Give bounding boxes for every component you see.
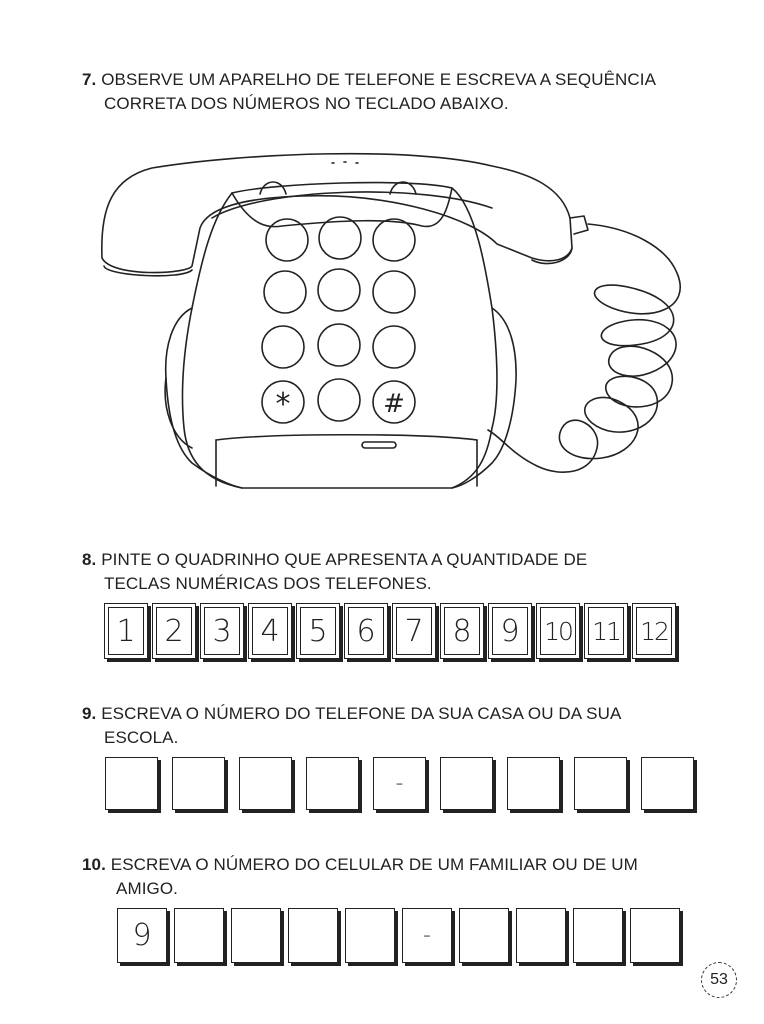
digit-box[interactable] (231, 908, 281, 963)
option-box[interactable]: 7 (392, 603, 436, 659)
question-10 (82, 853, 638, 901)
telephone-illustration (92, 148, 702, 528)
digit-box[interactable] (345, 908, 395, 963)
keypad-key-hash: # (383, 389, 405, 419)
question-10-text-2: AMIGO. (116, 879, 178, 898)
option-box[interactable]: 2 (152, 603, 196, 659)
keypad-labels (276, 387, 405, 422)
digit-box[interactable] (574, 757, 627, 810)
question-9-text-1: ESCREVA O NÚMERO DO TELEFONE DA SUA CASA OU DA SUA (101, 704, 622, 723)
option-box[interactable]: 3 (200, 603, 244, 659)
digit-box[interactable] (174, 908, 224, 963)
question-8-text-1: PINTE O QUADRINHO QUE APRESENTA A QUANTIDADE DE (101, 550, 588, 569)
digit-box: 9 (117, 908, 167, 963)
question-10-number: 10. (82, 855, 106, 874)
dash-box: - (373, 757, 426, 810)
option-box[interactable]: 10 (536, 603, 580, 659)
option-box[interactable]: 9 (488, 603, 532, 659)
digit-box[interactable] (459, 908, 509, 963)
keypad-key-star: * (275, 387, 291, 422)
question-7-text-2: CORRETA DOS NÚMEROS NO TECLADO ABAIXO. (104, 94, 509, 113)
dash-box: - (402, 908, 452, 963)
question-9 (82, 702, 621, 750)
digit-box[interactable] (440, 757, 493, 810)
question-7-number: 7. (82, 70, 97, 89)
digit-box[interactable] (172, 757, 225, 810)
option-box[interactable]: 4 (248, 603, 292, 659)
handset (102, 154, 572, 273)
question-7 (82, 68, 656, 116)
question-10-text-1: ESCREVA O NÚMERO DO CELULAR DE UM FAMILIAR OU DE UM (110, 855, 638, 874)
home-phone-boxes (105, 757, 694, 810)
page-number: 53 (701, 962, 737, 998)
digit-box[interactable] (641, 757, 694, 810)
question-7-line1 (82, 68, 656, 92)
digit-box[interactable] (105, 757, 158, 810)
digit-box[interactable] (573, 908, 623, 963)
digit-box[interactable] (507, 757, 560, 810)
option-box[interactable]: 5 (296, 603, 340, 659)
coiled-cord (488, 224, 680, 472)
question-9-text-2: ESCOLA. (104, 728, 179, 747)
phone-body (182, 183, 497, 488)
question-8-text-2: TECLAS NUMÉRICAS DOS TELEFONES. (104, 574, 432, 593)
cellphone-boxes (117, 908, 680, 963)
option-box[interactable]: 6 (344, 603, 388, 659)
option-box[interactable]: 12 (632, 603, 676, 659)
digit-box[interactable] (288, 908, 338, 963)
digit-box[interactable] (630, 908, 680, 963)
question-7-text-1: OBSERVE UM APARELHO DE TELEFONE E ESCREVA A SEQUÊNCIA (101, 70, 657, 89)
question-8-number: 8. (82, 550, 97, 569)
question-9-number: 9. (82, 704, 97, 723)
option-box[interactable]: 1 (104, 603, 148, 659)
digit-box[interactable] (516, 908, 566, 963)
digit-box[interactable] (239, 757, 292, 810)
option-box[interactable]: 8 (440, 603, 484, 659)
digit-box[interactable] (306, 757, 359, 810)
option-box[interactable]: 11 (584, 603, 628, 659)
question-8 (82, 548, 587, 596)
option-box-row (104, 603, 676, 659)
